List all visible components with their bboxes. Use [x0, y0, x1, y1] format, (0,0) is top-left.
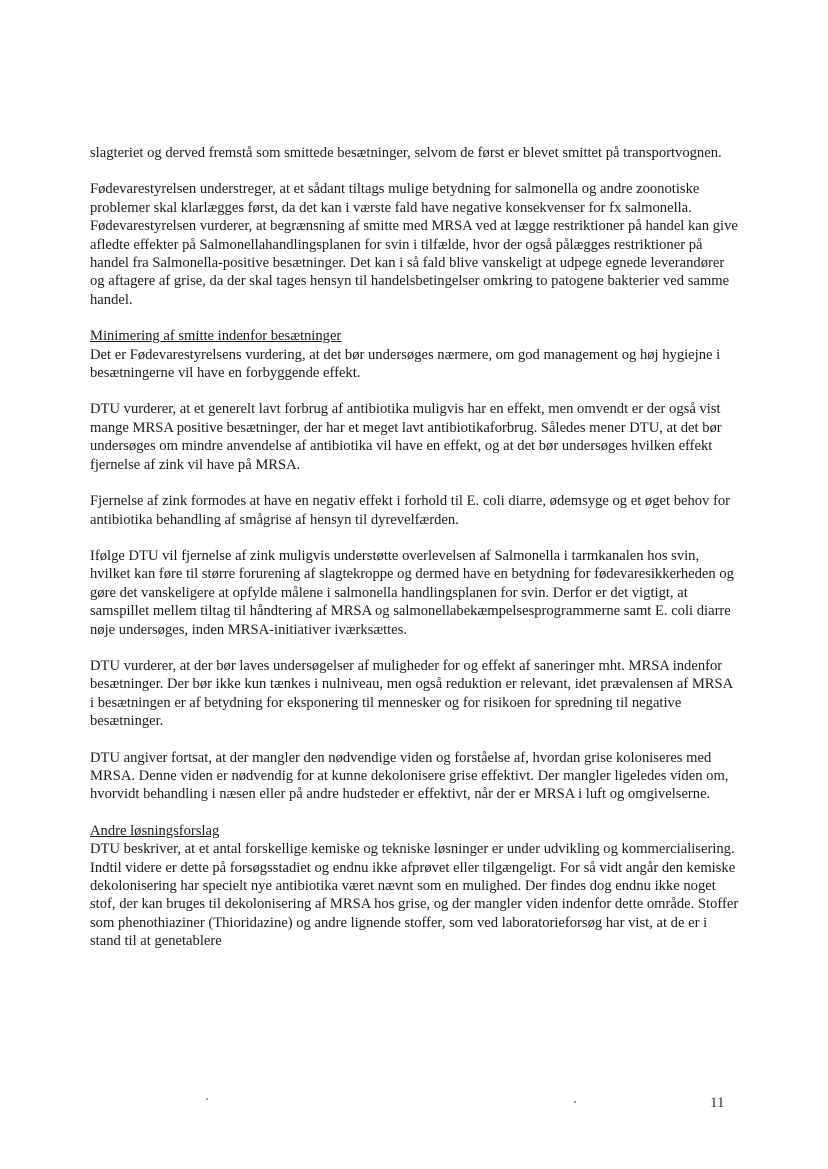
paragraph: DTU angiver fortsat, at der mangler den nødvendige viden og forståelse af, hvordan grise koloniseres med MRSA. Denne viden er nødvendig for at kunne dekolonisere grise effektivt. Der mangler ligeledes viden om, hvorvidt behandling i næsen eller på andre hudsteder er effektivt, når der er MRSA i luft og omgivelserne.	[90, 749, 729, 803]
paragraph: DTU beskriver, at et antal forskellige kemiske og tekniske løsninger er under udvikling og kommercialisering. Indtil videre er dette på forsøgsstadiet og endnu ikke afprøvet eller tilgængeligt. For så vidt angår den kemiske dekolonisering har specielt nye antibiotika været nævnt som en mulighed. Der findes dog endnu ikke noget stof, der kan bruges til dekolonisering af MRSA hos grise, og der mangler viden indenfor dette område. Stoffer som phenothiaziner (Thioridazine) og andre lignende stoffer, som ved laboratorieforsøg har vist, at de er i stand til at genetablere	[90, 841, 739, 950]
paragraph: Fjernelse af zink formodes at have en negativ effekt i forhold til E. coli diarre, ødemsyge og et øget behov for antibiotika behandling af smågrise af hensyn til dyrevelfærden.	[90, 493, 731, 528]
section-heading: Andre løsningsforslag	[90, 822, 220, 839]
section-heading: Minimering af smitte indenfor besætninger	[90, 328, 342, 345]
scan-speck	[206, 1098, 208, 1100]
document-body	[90, 144, 740, 969]
paragraph: Det er Fødevarestyrelsens vurdering, at det bør undersøges nærmere, om god management og høj hygiejne i besætningerne vil have en forbyggende effekt.	[90, 346, 721, 382]
paragraph: Ifølge DTU vil fjernelse af zink muligvis understøtte overlevelsen af Salmonella i tarmkanalen hos svin, hvilket kan føre til større forurening af slagtekroppe og dermed have en betydning for fødevaresikkerheden og gøre det vanskeligere at opfylde målene i salmonella handlingsplanen for svin. Derfor er det vigtigt, at samspillet mellem tiltag til håndtering af MRSA og salmonellabekæmpelsesprogrammerne samt E. coli diarre nøje undersøges, inden MRSA-initiativer iværksættes.	[90, 547, 734, 638]
paragraph: DTU vurderer, at der bør laves undersøgelser af muligheder for og effekt af saneringer mht. MRSA indenfor besætninger. Der bør ikke kun tænkes i nulniveau, men også reduktion er relevant, idet prævalensen af MRSA i besætningen er af betydning for eksponering til mennesker og for risikoen for spredning til negative besætninger.	[90, 657, 733, 730]
paragraph: Fødevarestyrelsen understreger, at et sådant tiltags mulige betydning for salmonella og andre zoonotiske problemer skal klarlægges først, da det kan i værste fald have negative konsekvenser for fx salmonella. Fødevarestyrelsen vurderer, at begrænsning af smitte med MRSA ved at lægge restriktioner på handel kan give afledte effekter på Salmonellahandlingsplanen for svin i tilfælde, hvor der også pålægges restriktioner på handel fra Salmonella-positive besætninger. Det kan i så fald blive vanskeligt at udpege egnede leverandører og aftagere af grise, da der skal tages hensyn til handelsbetingelser omkring to patogene bakterier ved samme handel.	[90, 181, 738, 308]
page-number: 11	[710, 1095, 725, 1111]
scan-speck	[574, 1101, 576, 1103]
paragraph: slagteriet og derved fremstå som smittede besætninger, selvom de først er blevet smittet på transportvognen.	[90, 145, 722, 161]
paragraph: DTU vurderer, at et generelt lavt forbrug af antibiotika muligvis har en effekt, men omvendt er der også vist mange MRSA positive besætninger, der har et meget lavt antibiotikaforbrug. Således mener DTU, at det bør undersøges om mindre anvendelse af antibiotika vil have en effekt, og at det bør undersøges hvilken effekt fjernelse af zink vil have på MRSA.	[90, 401, 722, 473]
